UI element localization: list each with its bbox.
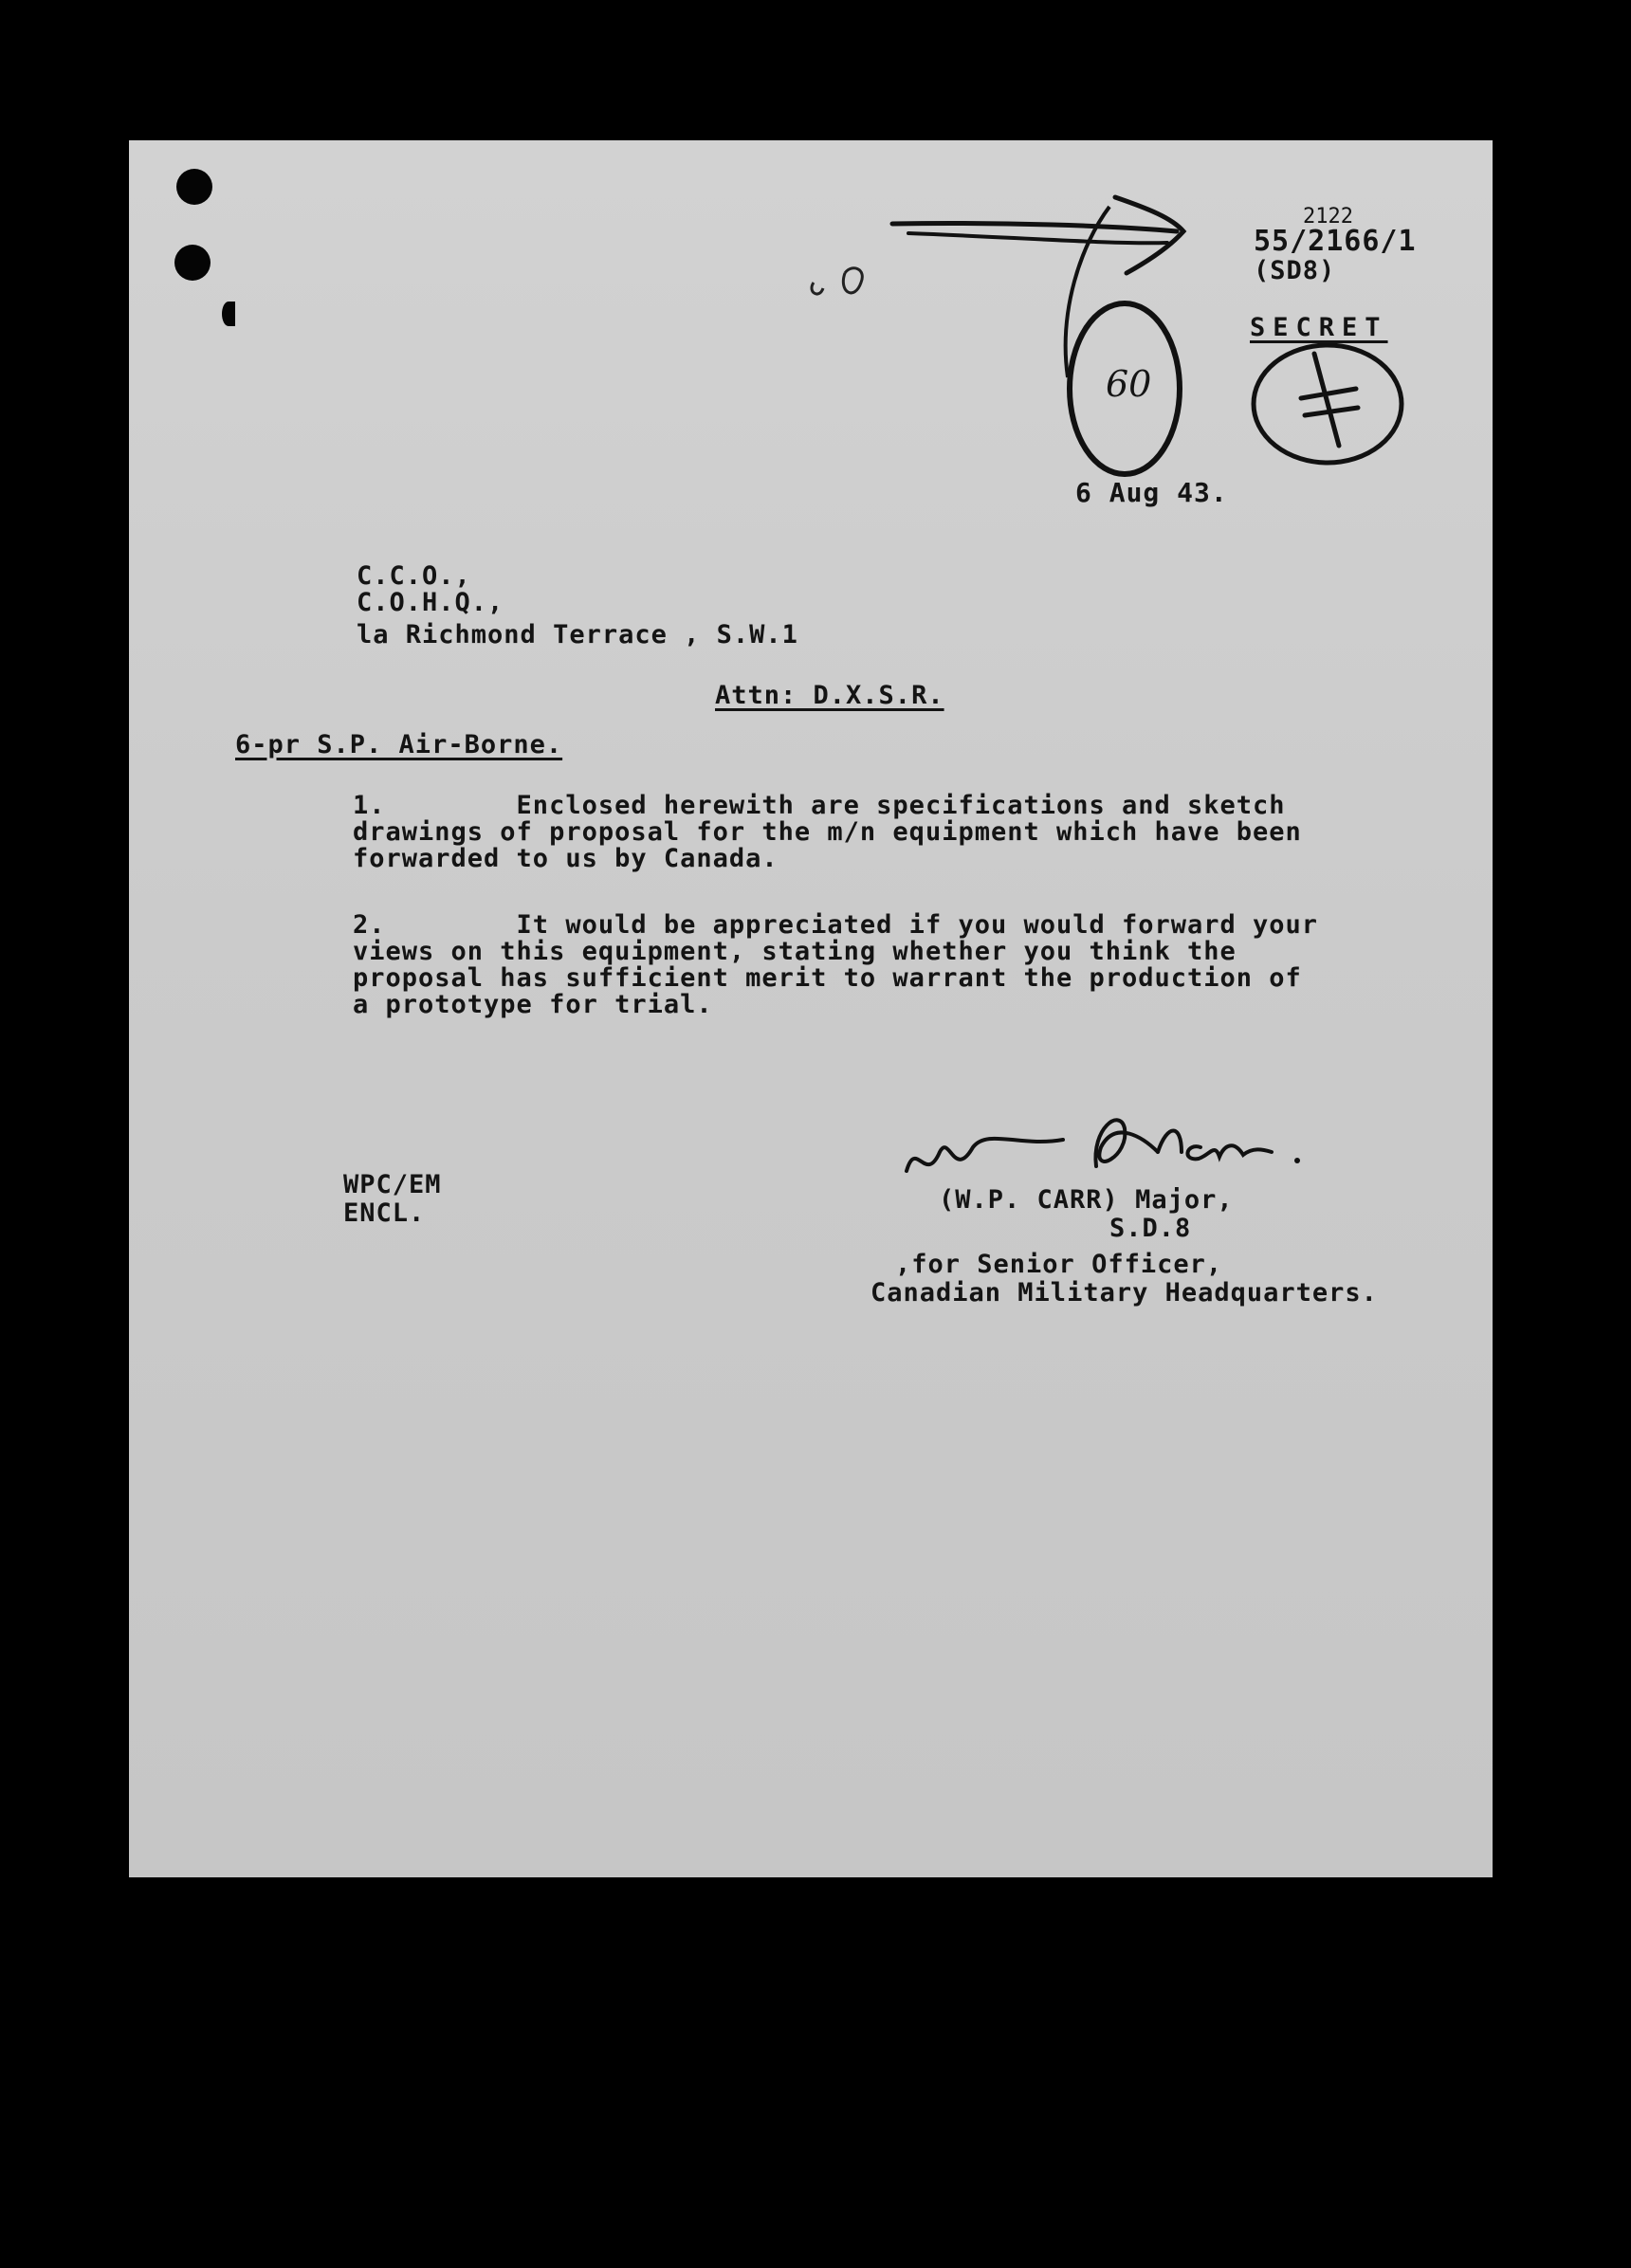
addressee-line-2: C.O.H.Q., — [357, 588, 504, 617]
paragraph-2-line-2: views on this equipment, stating whether you think the — [353, 937, 1237, 966]
enclosure-note: ENCL. — [343, 1198, 426, 1228]
circled-folio-number: 60 — [1106, 363, 1152, 405]
paragraph-2-line-3: proposal has sufficient merit to warrant the production of — [353, 963, 1302, 993]
document-page — [129, 140, 1493, 1877]
signatory-unit: S.D.8 — [1109, 1214, 1192, 1243]
paragraph-2-line-4: a prototype for trial. — [353, 990, 713, 1019]
attention-line: Attn: D.X.S.R. — [715, 681, 944, 710]
subject-heading: 6-pr S.P. Air-Borne. — [235, 730, 563, 759]
classification-stamp: SECRET — [1250, 313, 1388, 342]
signatory-organisation: Canadian Military Headquarters. — [870, 1278, 1378, 1308]
paragraph-1-line-3: forwarded to us by Canada. — [353, 844, 779, 873]
file-reference: 55/2166/1 — [1254, 225, 1417, 258]
file-ref-handwritten: 2122 — [1303, 205, 1353, 229]
document-date: 6 Aug 43. — [1075, 477, 1228, 508]
addressee-line-1: C.C.O., — [357, 561, 471, 591]
paragraph-2-line-1: 2. It would be appreciated if you would forward your — [353, 910, 1319, 940]
section-code: (SD8) — [1254, 256, 1336, 285]
paragraph-1-line-2: drawings of proposal for the m/n equipment which have been — [353, 817, 1302, 847]
paragraph-1-line-1: 1. Enclosed herewith are specifications and sketch — [353, 791, 1286, 820]
addressee-line-3: la Richmond Terrace , S.W.1 — [357, 620, 798, 649]
reference-initials: WPC/EM — [343, 1170, 442, 1199]
signatory-for-line: ,for Senior Officer, — [895, 1250, 1223, 1279]
signatory-name: (W.P. CARR) Major, — [939, 1185, 1234, 1215]
